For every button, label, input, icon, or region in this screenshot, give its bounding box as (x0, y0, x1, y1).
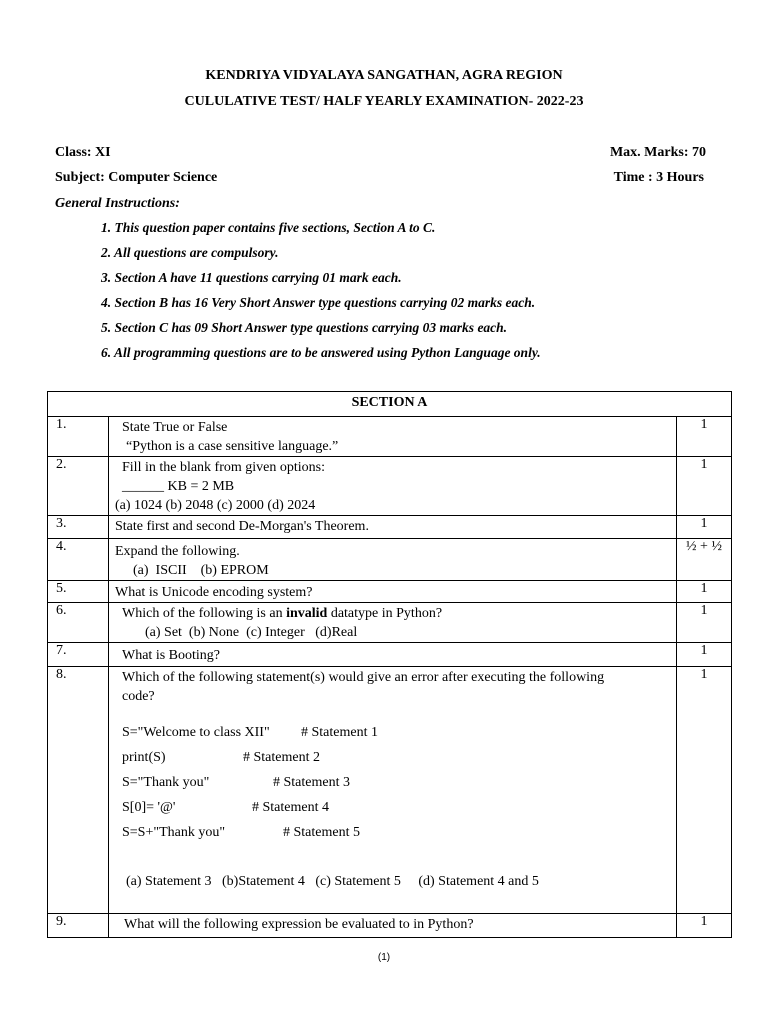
question-row (48, 539, 732, 581)
time-label: Time : 3 Hours (613, 170, 704, 185)
instruction-item: 6. All programming questions are to be answered using Python Language only. (101, 345, 541, 360)
question-options: (a) Set (b) None (c) Integer (d)Real (145, 625, 358, 640)
question-number: 1. (48, 417, 109, 457)
code-comment: # Statement 1 (301, 725, 378, 740)
code-comment: # Statement 5 (283, 825, 360, 840)
question-text-bold: invalid (286, 606, 328, 621)
question-options: (a) ISCII (b) EPROM (133, 563, 269, 578)
question-row (48, 667, 732, 914)
question-number: 5. (48, 581, 109, 603)
question-marks: 1 (677, 516, 732, 539)
question-text: What is Unicode encoding system? (115, 585, 313, 600)
code-statement: S="Thank you" (122, 775, 210, 790)
code-line (122, 800, 676, 825)
subject-label: Subject: Computer Science (55, 170, 218, 185)
question-number: 7. (48, 643, 109, 667)
question-text: ______ KB = 2 MB (122, 479, 235, 494)
instruction-item: 1. This question paper contains five sections, Section A to C. (101, 220, 436, 235)
code-comment: # Statement 2 (243, 750, 320, 765)
question-row (48, 417, 732, 457)
page-number: (1) (377, 952, 391, 963)
question-text: What will the following expression be evaluated to in Python? (124, 917, 474, 932)
exam-title: CULULATIVE TEST/ HALF YEARLY EXAMINATION- 2022-23 (184, 94, 584, 109)
question-text-post: datatype in Python? (327, 606, 443, 621)
code-statement: S=S+"Thank you" (122, 825, 226, 840)
question-number: 8. (48, 667, 109, 914)
question-text: code? (122, 689, 155, 704)
code-comment: # Statement 4 (252, 800, 329, 815)
question-text: State True or False (122, 420, 228, 435)
instruction-item: 4. Section B has 16 Very Short Answer type questions carrying 02 marks each. (101, 295, 536, 310)
question-marks: ½ + ½ (677, 539, 732, 581)
code-line (122, 825, 676, 850)
question-number: 2. (48, 457, 109, 516)
question-row (48, 643, 732, 667)
question-marks: 1 (677, 643, 732, 667)
question-row (48, 603, 732, 643)
question-options: (a) Statement 3 (b)Statement 4 (c) Statement 5 (d) Statement 4 and 5 (126, 874, 539, 889)
instructions-title: General Instructions: (55, 196, 180, 211)
question-row (48, 457, 732, 516)
question-text (122, 604, 676, 623)
question-row (48, 914, 732, 938)
school-title: KENDRIYA VIDYALAYA SANGATHAN, AGRA REGION (205, 68, 563, 83)
question-text-pre: Which of the following is an (122, 606, 287, 621)
question-number: 6. (48, 603, 109, 643)
question-text: What is Booting? (122, 648, 220, 663)
instruction-item: 5. Section C has 09 Short Answer type questions carrying 03 marks each. (101, 320, 508, 335)
question-text: State first and second De-Morgan's Theorem. (115, 519, 369, 534)
question-number: 3. (48, 516, 109, 539)
question-table (47, 391, 732, 938)
question-marks: 1 (677, 603, 732, 643)
question-marks: 1 (677, 457, 732, 516)
question-options: (a) 1024 (b) 2048 (c) 2000 (d) 2024 (115, 498, 316, 513)
instruction-item: 2. All questions are compulsory. (101, 245, 279, 260)
question-text: Which of the following statement(s) would give an error after executing the following (122, 670, 605, 685)
question-marks: 1 (677, 667, 732, 914)
question-marks: 1 (677, 581, 732, 603)
code-line (122, 750, 676, 775)
code-comment: # Statement 3 (273, 775, 350, 790)
code-statement: S="Welcome to class XII" (122, 725, 270, 740)
class-label: Class: XI (55, 145, 111, 160)
code-line (122, 725, 676, 750)
question-number: 4. (48, 539, 109, 581)
question-marks: 1 (677, 914, 732, 938)
instruction-item: 3. Section A have 11 questions carrying 01 mark each. (101, 270, 402, 285)
code-statement: print(S) (122, 750, 166, 765)
section-title: SECTION A (48, 392, 732, 417)
question-marks: 1 (677, 417, 732, 457)
question-row (48, 581, 732, 603)
question-text: Fill in the blank from given options: (122, 460, 325, 475)
code-block (122, 725, 676, 850)
code-statement: S[0]= '@' (122, 800, 176, 815)
question-number: 9. (48, 914, 109, 938)
question-text: Expand the following. (115, 544, 240, 559)
question-text: “Python is a case sensitive language.” (126, 439, 339, 454)
question-row (48, 516, 732, 539)
max-marks-label: Max. Marks: 70 (609, 145, 706, 160)
code-line (122, 775, 676, 800)
